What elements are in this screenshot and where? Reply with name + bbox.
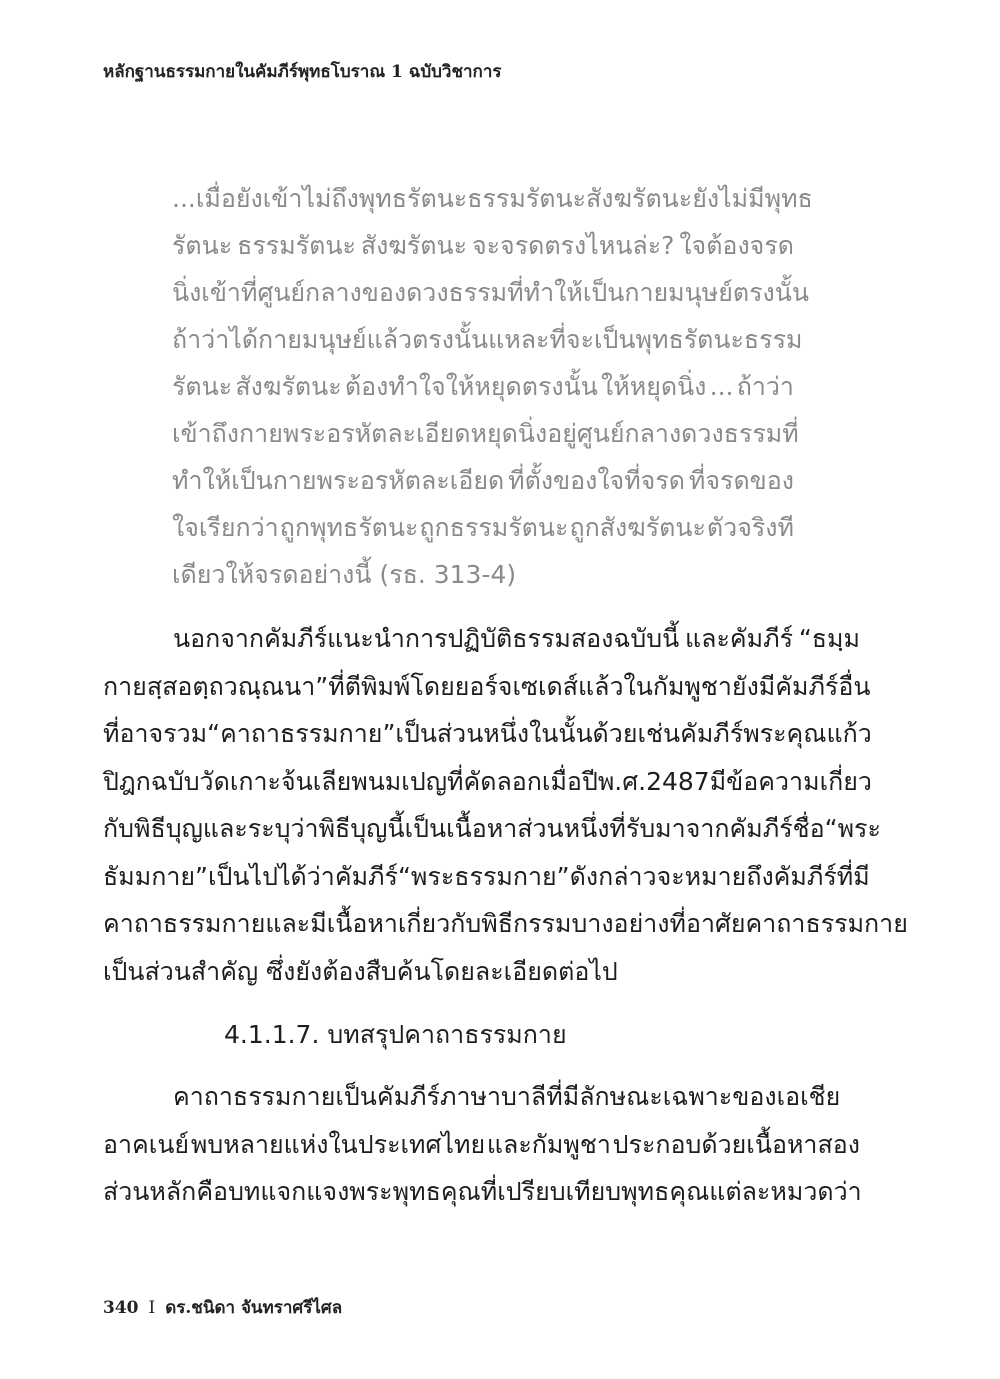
word: มีข้อความเกี่ยว (709, 766, 872, 796)
quote-line (172, 363, 794, 410)
word: 2487 (646, 766, 710, 796)
block-quote (172, 175, 813, 598)
quote-line (172, 457, 794, 504)
quote-line (172, 410, 799, 457)
word: ถ้าว่า (736, 372, 794, 401)
word: ที่ทำให้เป็นกายมนุษย์ (507, 278, 733, 307)
word: ที่ตั้งของใจที่จรด (508, 466, 685, 495)
word: พิธีบุญนี้เป็นเนื้อหาส่วนหนึ่งที่รับมาจากคัมภีร์ชื่อ (318, 814, 825, 843)
paragraph-line: คาถาธรรมกายและมีเนื้อหาเกี่ยวกับพิธีกรรมบางอย่างที่อาศัยคาถาธรรมกาย (103, 909, 908, 938)
word: เข้าถึง (172, 419, 240, 448)
word: ในกัมพูชายังมีคัมภีร์อื่น (623, 671, 871, 701)
paragraph-line (103, 853, 870, 901)
word: “พระ (824, 814, 881, 843)
paragraph-line (103, 758, 872, 806)
word: ถ้าว่าได้กายมนุษย์แล้ว (172, 325, 413, 354)
word: ธรรมรัตนะ (237, 231, 356, 260)
word: กายพระอรหัตละเอียด (239, 419, 471, 448)
word: ที่อาจรวม (103, 719, 208, 748)
word: คัมภีร์ (334, 861, 398, 891)
word: และกัมพูชา (486, 1129, 611, 1159)
word: ตรงนั้นแหละที่จะเป็นพุทธรัตนะ (412, 325, 744, 354)
word: “ธมฺม (798, 624, 860, 653)
quote-line: เดียวให้จรดอย่างนี้ (รธ. 313-4) (172, 560, 517, 589)
word: หยุดนิ่งอยู่ศูนย์กลางดวงธรรมที่ (470, 419, 799, 448)
word: ยังไม่มีพุทธ (692, 184, 813, 213)
word: ธัมมกาย” (103, 861, 208, 891)
word: ทำให้เป็นกายพระอรหัตละเอียด (172, 466, 505, 495)
word: อาคเนย์ (103, 1129, 190, 1159)
word: ถูกพุทธรัตนะ (279, 513, 419, 542)
page-footer (103, 1294, 342, 1321)
word: เป็นส่วนหนึ่งในนั้นด้วย (395, 719, 638, 748)
word: รัตนะ (172, 231, 233, 260)
word: ... (709, 372, 734, 401)
quote-line (172, 269, 809, 316)
word: จะจรดตรงไหนล่ะ? (471, 231, 675, 260)
paragraph-line (103, 1121, 860, 1169)
word: ส่วนหลักคือ (103, 1177, 229, 1206)
word: สังฆรัตนะ (235, 372, 342, 401)
paragraph-line: เป็นส่วนสำคัญ ซึ่งยังต้องสืบค้นโดยละเอียดต่อไป (103, 956, 618, 986)
word: ที่ตีพิมพ์โดยยอร์จ (328, 671, 513, 701)
footer-separator: I (148, 1298, 156, 1318)
word: พ.ศ. (597, 766, 647, 796)
quote-line (172, 175, 813, 222)
word: ... (172, 184, 196, 213)
word: คัมภีร์พระคุณแก้ว (680, 719, 872, 748)
word: ถูกสังฆรัตนะ (569, 513, 706, 542)
running-header: หลักฐานธรรมกายในคัมภีร์พุทธโบราณ 1 ฉบับวิชาการ (103, 62, 502, 82)
word: เช่น (637, 719, 681, 748)
word: กายสฺส (103, 671, 178, 701)
word: บทแจกแจงพระพุทธคุณที่เปรียบเทียบพุทธคุณแต่ละหมวดว่า (228, 1177, 862, 1206)
word: เมื่อยังเข้าไม่ถึงพุทธรัตนะ (195, 184, 468, 213)
word: ธรรมรัตนะ (467, 184, 586, 213)
word: ใจเรียกว่า (172, 513, 279, 542)
word: พนมเปญ (351, 766, 447, 796)
word: ตัวจริงที (706, 513, 794, 542)
word: ที่จรดของ (688, 466, 794, 495)
quote-line (172, 222, 794, 269)
paragraph-line (103, 663, 871, 711)
word: รัตนะ (172, 372, 233, 401)
word: นิ่งเข้าที่ศูนย์กลางของดวงธรรม (172, 278, 508, 307)
quote-line (172, 316, 803, 363)
word: แล้ว (578, 671, 624, 701)
paragraph-2 (103, 1073, 860, 1216)
word: ธรรม (743, 325, 803, 354)
word: อตฺถวณฺณนา” (177, 671, 329, 701)
word: ดังกล่าวจะหมายถึงคัมภีร์ที่มี (569, 861, 870, 891)
quote-line (172, 504, 794, 551)
word: นอกจากคัมภีร์แนะนำการปฏิบัติธรรมสองฉบับนี้ (173, 624, 680, 653)
word: ถูกธรรมรัตนะ (419, 513, 569, 542)
paragraph-1 (103, 615, 908, 995)
word: “พระธรรมกาย” (397, 861, 570, 891)
word: ให้หยุดนิ่ง (601, 372, 707, 401)
word: และคัมภีร์ (685, 624, 794, 653)
word: ต้องทำใจให้หยุดตรงนั้น (344, 372, 598, 401)
page-number: 340 (103, 1298, 139, 1318)
section-heading: 4.1.1.7. บทสรุปคาถาธรรมกาย (224, 1020, 567, 1049)
word: สังฆรัตนะ (360, 231, 468, 260)
word: พบหลายแห่งในประเทศไทย (190, 1129, 486, 1159)
word: ตรงนั้น (732, 278, 809, 307)
word: เป็นไปได้ว่า (208, 861, 335, 891)
paragraph-line (103, 615, 860, 663)
word: ใจต้องจรด (679, 231, 794, 260)
word: “คาถาธรรมกาย” (207, 719, 396, 748)
word: ประกอบด้วยเนื้อหาสอง (612, 1129, 860, 1159)
paragraph-line: คาถาธรรมกายเป็นคัมภีร์ภาษาบาลีที่มีลักษณะเฉพาะของเอเชีย (173, 1082, 841, 1111)
word: สังฆรัตนะ (586, 184, 693, 213)
word: ปิฎกฉบับวัดเกาะจ้นเลีย (103, 766, 352, 796)
word: เซเดส์ (512, 671, 579, 701)
paragraph-line (103, 710, 872, 758)
paragraph-line (103, 1168, 860, 1216)
author-name: ดร.ชนิดา จันทราศรีไศล (165, 1298, 343, 1318)
word: ที่คัดลอกเมื่อปี (447, 766, 598, 796)
word: กับพิธีบุญและระบุว่า (103, 814, 319, 843)
paragraph-line (103, 805, 881, 853)
